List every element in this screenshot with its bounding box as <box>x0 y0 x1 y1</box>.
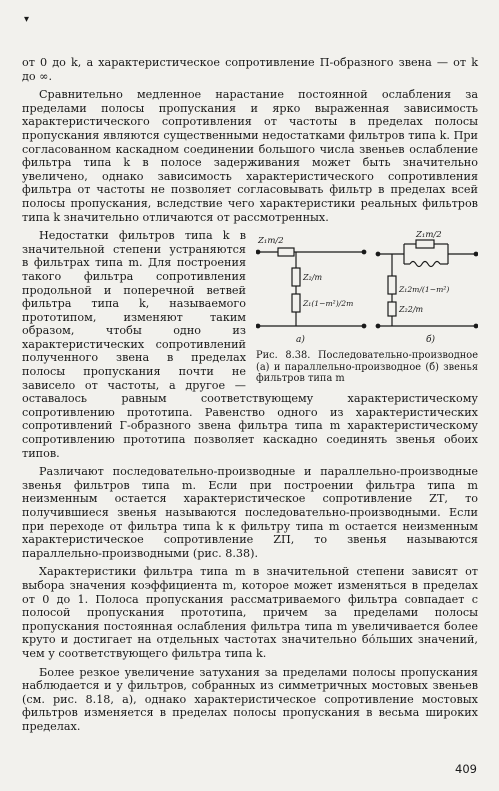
label-shunt-top-b: Z₁2m/(1−m²) <box>399 285 450 295</box>
page-corner-mark: ▾ <box>24 14 30 25</box>
resistor-shunt-top-b <box>388 276 396 294</box>
circuit-diagram <box>256 230 478 348</box>
page-body <box>22 56 478 734</box>
label-series-b: Z₁m/2 <box>416 230 442 241</box>
label-shunt-top-a: Z₂/m <box>303 273 323 283</box>
circuit-series-derived <box>256 248 366 328</box>
paragraph-4: Характеристики фильтра типа m в значительной степени зависят от выбора значения коэффициента m, которое может изменяться в пределах от 0 до 1. Полоса пропускания рассматриваемого фильтра совпадает с полосой пропускания прототипа, причем за пределами полосы пропускания постоянная ослабления фильтра типа m увеличивается более круто и достигает на отдельных частотах значительно бо́льших значений, чем у соответствующего фильтра типа k. <box>22 565 478 660</box>
resistor-shunt-bottom-b <box>388 302 396 316</box>
paragraph-2: Недостатки фильтров типа k в значительной степени устраняются в фильтрах типа m. Для построения такого фильтра сопротивления продольной и поперечной ветвей фильтра типа k, называемого прототипом, изменяют таким образом, чтобы одно из характеристических сопротивлений полученного звена в пределах полосы пропускания почти не зависело от частоты, а другое — оставалось равным соответствующему характеристическому сопротивлению прототипа. Равенство одного из характеристических сопротивлений Г-образного звена фильтра типа m характеристическому сопротивлению прототипа позволяет каскадно соединять звенья обоих типов. <box>22 229 478 460</box>
figure-caption: Рис. 8.38. Последовательно-производное (а) и параллельно-производное (б) звенья фильтров типа m <box>256 350 478 384</box>
paragraph-0: от 0 до k, а характеристическое сопротивление П-образного звена — от k до ∞. <box>22 56 478 83</box>
label-shunt-bottom-b: Z₂2/m <box>399 305 424 315</box>
resistor-series-a <box>278 248 294 256</box>
tag-a: а) <box>296 335 305 346</box>
resistor-series-b <box>416 240 434 248</box>
circuit-parallel-derived <box>376 240 478 328</box>
page-number: 409 <box>455 762 477 776</box>
figure-8-38 <box>256 230 478 384</box>
label-shunt-bottom-a: Z₁(1−m²)/2m <box>303 299 354 309</box>
tag-b: б) <box>426 335 436 346</box>
paragraph-3: Различают последовательно-производные и параллельно-производные звенья фильтров типа m. Если при построении фильтра типа m неизменным остается характеристическое сопротивление ZТ, то получившиеся звенья называются последовательно-производными. Если при переходе от фильтра типа k к фильтру типа m остается неизменным характеристическое сопротивление ZП, то звенья называются параллельно-производными (рис. 8.38). <box>22 465 478 560</box>
resistor-shunt-top-a <box>292 268 300 286</box>
paragraph-5: Более резкое увеличение затухания за пределами полосы пропускания наблюдается и у фильтров, собранных из симметричных мостовых звеньев (см. рис. 8.18, а), однако характеристическое сопротивление мостовых фильтров изменяется в пределах полосы пропускания в весьма широких пределах. <box>22 665 478 733</box>
paragraph-1: Сравнительно медленное нарастание постоянной ослабления за пределами полосы пропускания и ярко выраженная зависимость характеристического сопротивления от частоты в пределах полосы пропускания являются существенными недостатками фильтров типа k. При согласованном каскадном соединении большого числа звеньев ослабление фильтра типа k в полосе задерживания может быть значительно увеличено, однако зависимость характеристического сопротивления фильтра от частоты не позволяет согласовывать фильтр в пределах всей полосы пропускания, вследствие чего характеристики реальных фильтров типа k значительно отличаются от рассмотренных. <box>22 88 478 224</box>
inductor-series-b <box>410 262 440 267</box>
resistor-shunt-bottom-a <box>292 294 300 312</box>
label-series-a: Z₁m/2 <box>258 236 284 247</box>
